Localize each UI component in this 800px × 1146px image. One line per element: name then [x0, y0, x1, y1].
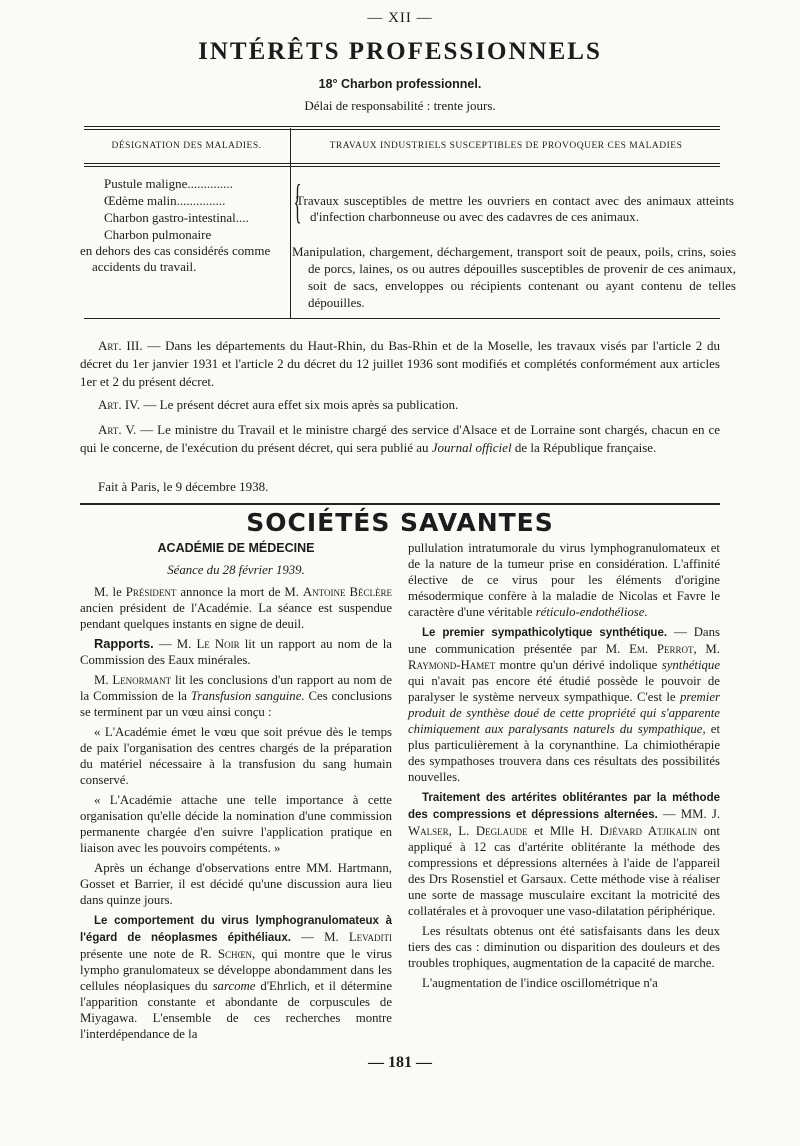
text: , M.	[693, 642, 720, 656]
work-description-1: Travaux susceptibles de mettre les ouvriers en contact avec des animaux atteints d'infection charbonneuse ou avec des cadavres de ces animaux.	[296, 193, 734, 224]
person-name: Schœn	[217, 947, 252, 961]
dot-leader: ..............	[187, 176, 233, 191]
paragraph	[408, 624, 720, 785]
paragraph	[408, 789, 720, 919]
article-4-label: Art. IV.	[98, 397, 141, 412]
text: — M.	[153, 637, 197, 651]
article-3-label: Art. III.	[98, 338, 143, 353]
paragraph: Les résultats obtenus ont été satisfaisants dans les deux tiers des cas : diminution ou disparition des douleurs et des troubles trophiques, augmentation de la capacité de marche.	[408, 924, 720, 970]
person-name: Levaditi	[348, 930, 392, 944]
article-5-text-b: de la République française.	[511, 440, 657, 455]
text: ancien président de l'Académie. La séance est suspendue pendant quelques instants en signe de deuil.	[80, 601, 392, 631]
disease-row	[104, 210, 286, 226]
text: montre qu'un dérivé indolique	[495, 658, 662, 672]
curly-brace-icon: {	[293, 175, 302, 228]
subtitle-delai: Délai de responsabilité : trente jours.	[304, 98, 496, 113]
societes-title: SOCIÉTÉS SAVANTES	[246, 508, 554, 537]
topic-label: Le comportement du virus lymphogranulomateux à l'égard de néoplasmes épithéliaux.	[80, 915, 392, 944]
disease-name: Pustule maligne	[104, 176, 188, 191]
dot-leader: ...............	[176, 193, 226, 208]
term: réticulo-endothéliose.	[535, 605, 648, 619]
person-name: Le Noir	[196, 637, 240, 651]
disease-note	[80, 243, 280, 275]
president: Président	[125, 585, 177, 599]
table-header-rule	[84, 163, 720, 164]
table-bottom-rule	[84, 318, 720, 319]
person-name: H. Djévard Atjikalin	[580, 824, 698, 838]
person-name: Raymond-Hamet	[408, 658, 496, 672]
section-title: INTÉRÊTS PROFESSIONNELS	[198, 38, 602, 65]
table-top-rule-2	[84, 129, 720, 130]
article-4	[80, 396, 720, 414]
paragraph	[408, 540, 720, 620]
page-roman-number: — XII —	[367, 10, 433, 26]
article-5-text-a: — Le ministre du Travail et le ministre chargé des service d'Alsace et de Lorraine sont chargés, chacun en ce qui le concerne, de l'exécution du présent décret, qui sera publié au	[80, 422, 720, 455]
right-column	[408, 540, 720, 995]
disease-name: Œdème malin	[104, 193, 177, 208]
left-column	[80, 540, 392, 1046]
section-divider	[80, 503, 720, 505]
text: lit un rapport au nom de la Commission des Eaux minérales.	[80, 637, 392, 667]
topic-label: Le premier sympathicolytique synthétique.	[422, 627, 668, 639]
page-number: — 181 —	[368, 1054, 432, 1071]
article-3	[80, 337, 720, 391]
person-name: Em. Perrot	[629, 642, 694, 656]
paragraph: Après un échange d'observations entre MM. Hartmann, Gosset et Barrier, il est décidé qu'une discussion aura lieu dans quinze jours.	[80, 861, 392, 907]
term: sarcome	[212, 979, 256, 993]
term: premier produit de synthèse doué de cette propriété qui s'apparente chimiquement aux paralysants naturels du sympathique,	[408, 690, 720, 736]
rapports-label: Rapports.	[94, 636, 154, 651]
text: — Dans une communication présentée par M.	[408, 625, 720, 656]
journal-officiel: Journal officiel	[431, 440, 512, 455]
disease-row	[104, 193, 286, 209]
paragraph	[80, 584, 392, 632]
paragraph: « L'Académie attache une telle importance à cette organisation qu'elle décide la nomination d'une commission permanente chargée d'en suivre l'application pratique en liaison avec les pouvoirs compétents. »	[80, 793, 392, 855]
text: présente une note de R.	[80, 947, 218, 961]
article-4-text: — Le présent décret aura effet six mois après sa publication.	[140, 397, 459, 412]
article-3-text: — Dans les départements du Haut-Rhin, du Bas-Rhin et de la Moselle, les travaux visés par l'article 2 du décret du 1er janvier 1931 et l'article 2 du décret du 12 juillet 1936 sont modifiés et complétés conformément aux articles 1er et 2 du présent décret.	[80, 338, 720, 389]
work-description-2: Manipulation, chargement, déchargement, transport soit de peaux, poils, crins, soies de porcs, laines, os ou autres dépouilles susceptibles de provenir de ces animaux, soit de sacs, enveloppes ou récipients contenant ou ayant contenu de telles dépouilles.	[292, 244, 736, 310]
table-column-divider	[290, 128, 291, 318]
text: , qui montre que le virus lympho granulomateux se développe abondamment dans les cellules néoplasiques du	[80, 947, 392, 993]
text: M. le	[94, 585, 126, 599]
subtitle-charbon: 18° Charbon professionnel.	[318, 77, 482, 91]
text: d'Ehrlich, et il détermine l'apparition constante et abondante de corpuscules de Miyagawa. L'ensemble de ces recherches montre l'interdépendance de la	[80, 979, 392, 1041]
article-5	[80, 421, 720, 457]
article-5-label: Art. V.	[98, 422, 137, 437]
text: lit les conclusions d'un rapport au nom de la Commission de la	[80, 673, 393, 703]
person-name: J. Walser, L. Deglaude	[408, 807, 720, 838]
person-name: Antoine Béclère	[302, 585, 392, 599]
text: ont appliqué à 12 cas d'artérite oblitérante la méthode des compressions et dépressions alternées à l'aide de l'appareil des Drs Rosenstiel et Garsaux. Cette méthode vise à réaliser une sorte de massage musculaire excitant la motricité des collatérales et à provoquer une vaso-dilatation périphérique.	[408, 824, 720, 918]
text: et plus particulièrement à la corynanthine. La chimiothérapie des sympathoses trouvera dans ces résultats des possibilités nouvelles.	[408, 722, 720, 784]
disease-note-text: en dehors des cas considérés comme accidents du travail.	[80, 243, 271, 274]
topic-label: Traitement des artérites oblitérantes par la méthode des compressions et dépressions alternées.	[408, 792, 720, 821]
paragraph	[80, 912, 392, 1042]
text: — M.	[290, 930, 349, 944]
paragraph: « L'Académie émet le vœu que soit prévue dès le temps de paix l'organisation des centres chargés de la préparation du matériel nécessaire à la transfusion du sang humain conservé.	[80, 725, 392, 787]
table-header-works: TRAVAUX INDUSTRIELS SUSCEPTIBLES DE PROVOQUER CES MALADIES	[329, 141, 683, 151]
signature-date: Fait à Paris, le 9 décembre 1938.	[98, 479, 269, 494]
text: annonce la mort de M.	[176, 585, 303, 599]
commission-name: Transfusion sanguine.	[190, 689, 305, 703]
disease-row	[104, 176, 286, 192]
text: qui n'avait pas encore été étudié possède le pouvoir de paralyser le système nerveux sympathique. C'est le	[408, 674, 720, 704]
text: Ces conclusions se terminent par un vœu ainsi conçu :	[80, 689, 392, 719]
academie-heading: ACADÉMIE DE MÉDECINE	[157, 541, 315, 555]
paragraph	[80, 636, 392, 668]
paragraph: L'augmentation de l'indice oscillométrique n'a	[422, 976, 658, 990]
table-header-diseases: DÉSIGNATION DES MALADIES.	[111, 141, 262, 151]
seance-date: Séance du 28 février 1939.	[167, 563, 305, 577]
dot-leader: ....	[235, 210, 249, 225]
person-name: M. Lenormant	[94, 673, 172, 687]
table-header-rule-2	[84, 166, 720, 167]
text: pullulation intratumorale du virus lymphogranulomateux et de la nature de la tumeur prise en considération. L'affinité élective de ce virus pour les éléments d'origine mésodermique confère à la maladie de Nicolas et Favre le caractère d'une véritable	[408, 541, 720, 619]
disease-name: Charbon pulmonaire	[104, 227, 212, 242]
table-top-rule	[84, 126, 720, 127]
text: et Mlle	[527, 824, 581, 838]
text: — MM.	[657, 807, 712, 821]
disease-row	[104, 227, 286, 243]
term: synthétique	[661, 658, 720, 672]
paragraph	[80, 672, 392, 720]
disease-name: Charbon gastro-intestinal	[104, 210, 236, 225]
